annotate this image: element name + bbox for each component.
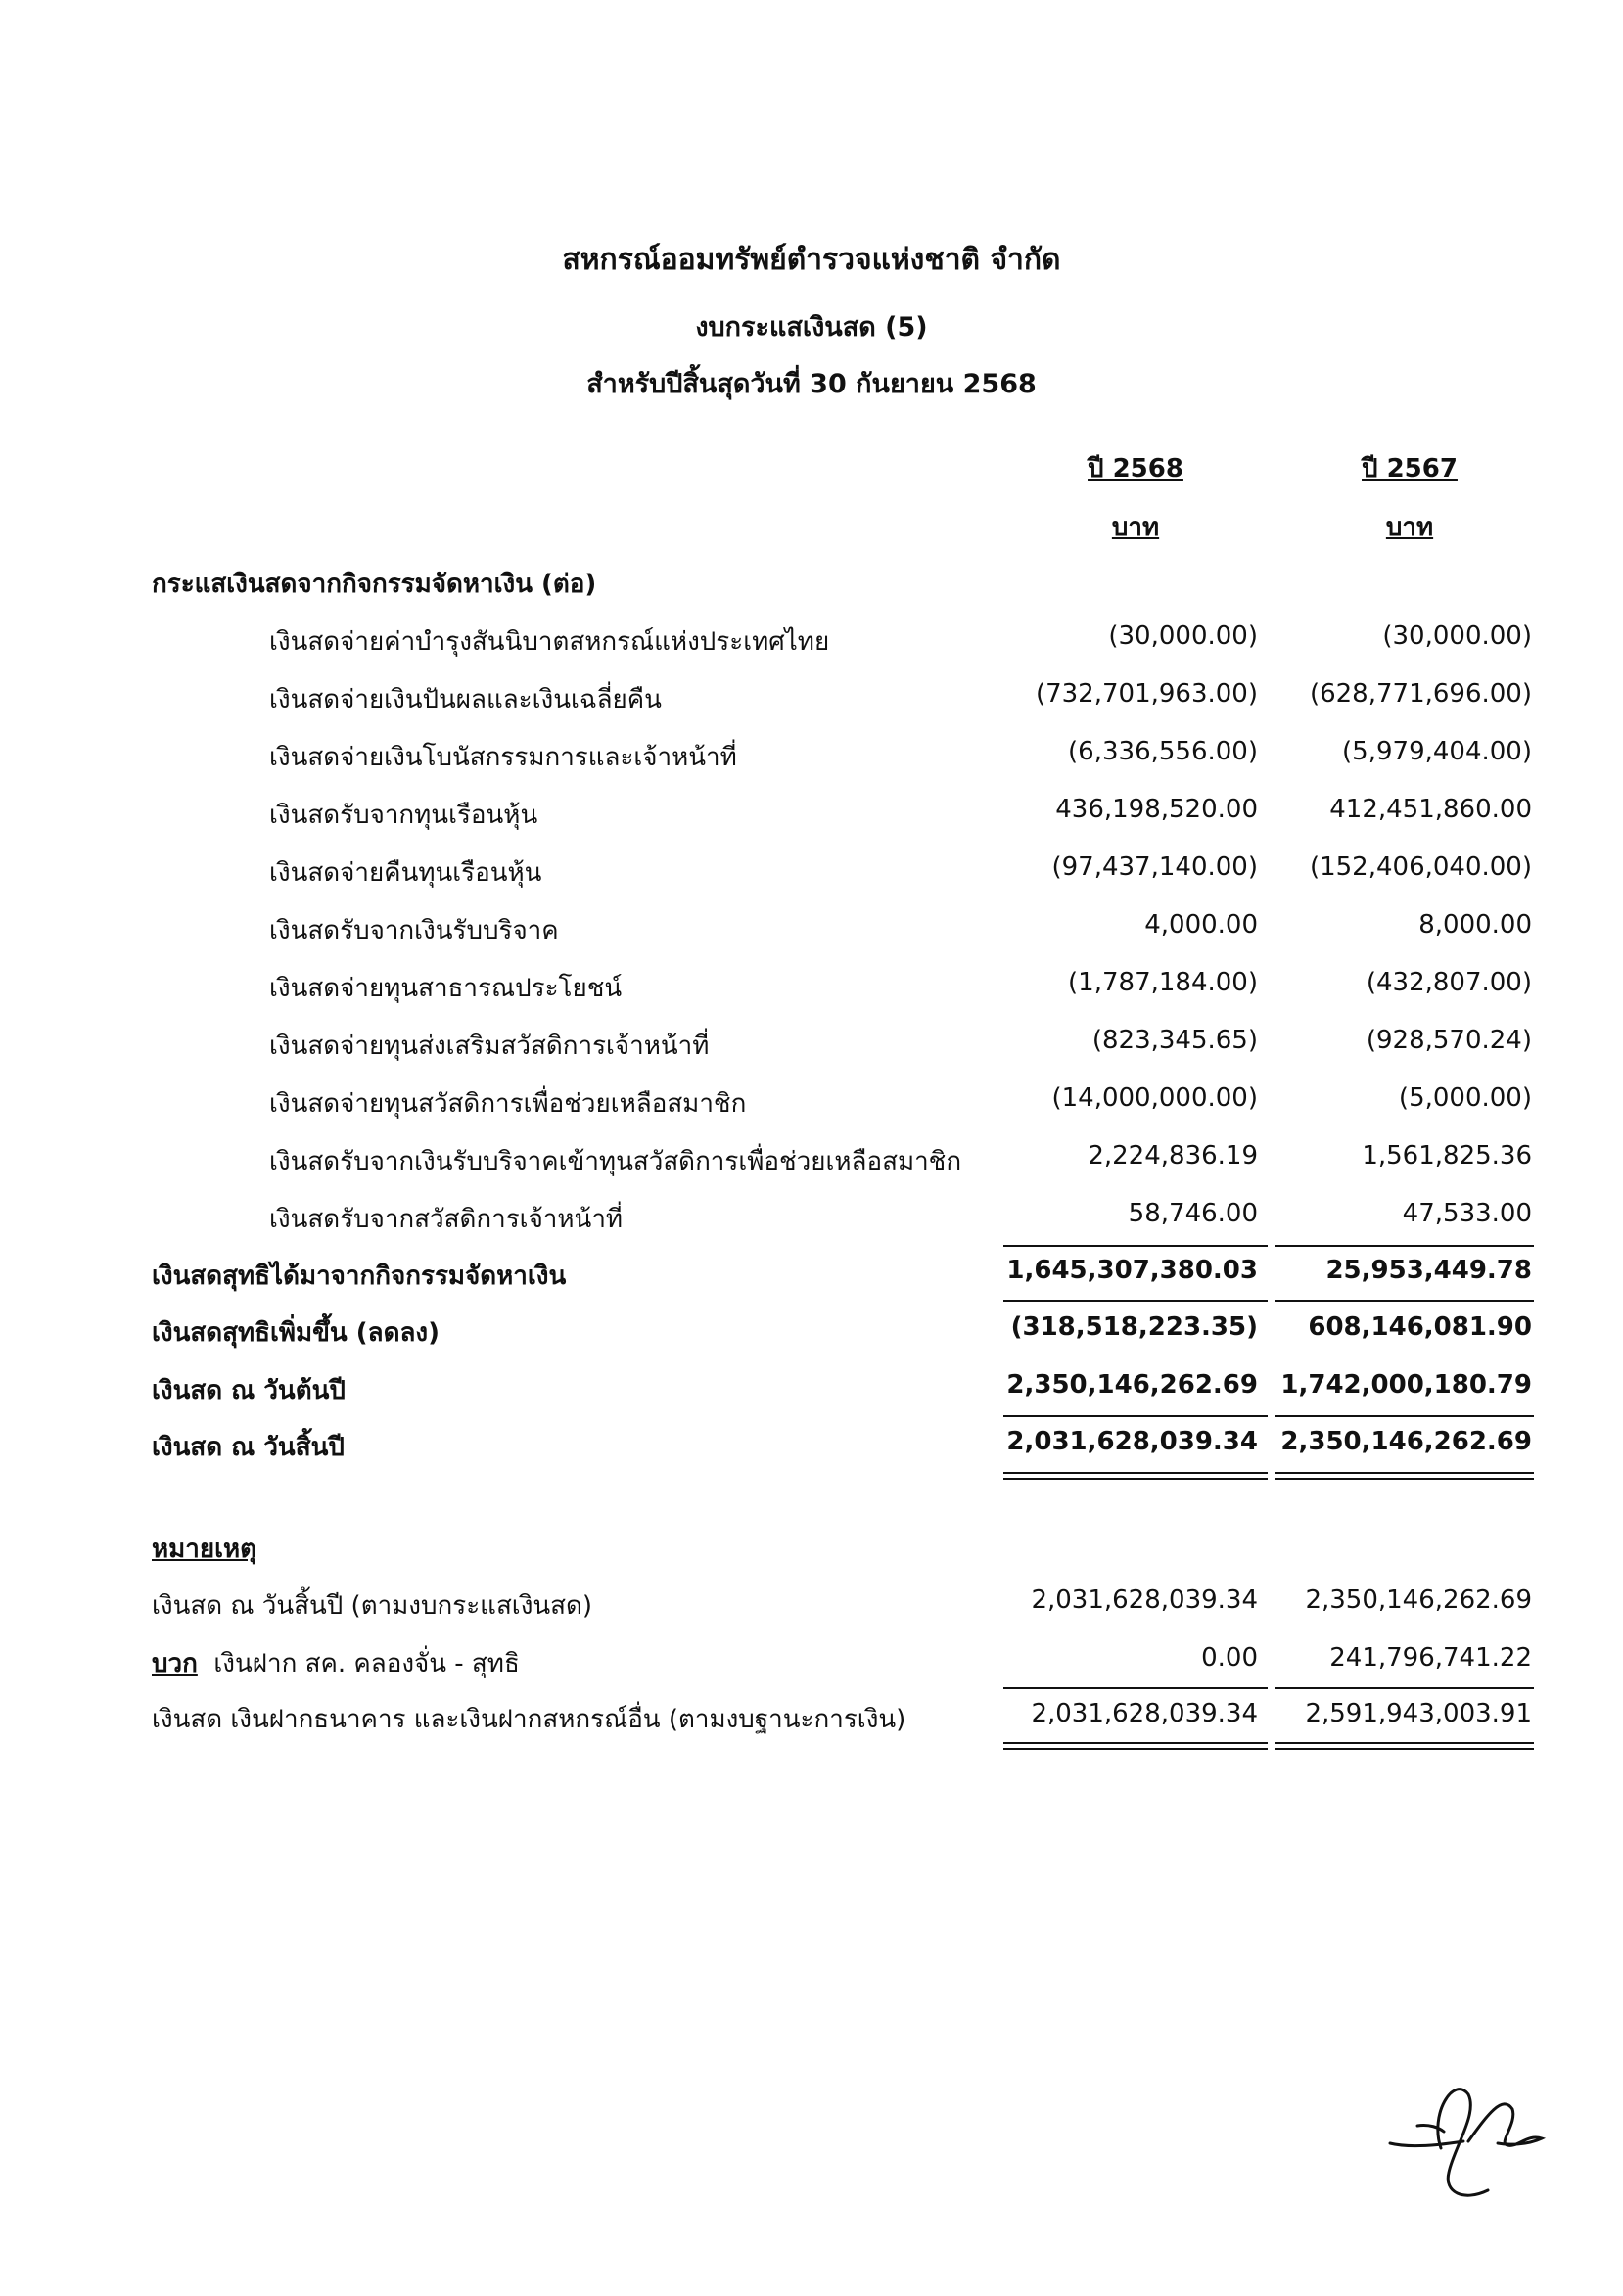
row-label: เงินสดจ่ายทุนสวัสดิการเพื่อช่วยเหลือสมาชิก [269, 1089, 747, 1119]
value-2568: (97,437,140.00) [1051, 852, 1258, 882]
value-2567: 1,561,825.36 [1362, 1141, 1532, 1171]
value-2568: 58,746.00 [1128, 1199, 1258, 1228]
row-label: เงินสดสุทธิเพิ่มขึ้น (ลดลง) [152, 1318, 440, 1348]
value-2568: 2,224,836.19 [1088, 1141, 1258, 1171]
row-label: เงินสด เงินฝากธนาคาร และเงินฝากสหกรณ์อื่น (ตามงบฐานะการเงิน) [152, 1705, 906, 1734]
note-rule [1003, 1687, 1268, 1689]
value-2568: (14,000,000.00) [1051, 1083, 1258, 1113]
value-2567: 608,146,081.90 [1308, 1312, 1532, 1342]
value-2567: 1,742,000,180.79 [1280, 1370, 1532, 1400]
value-2567: 412,451,860.00 [1329, 795, 1532, 824]
row-label: เงินสด ณ วันต้นปี [152, 1376, 346, 1405]
value-2568: (318,518,223.35) [1010, 1312, 1258, 1342]
row-label: เงินสดจ่ายทุนสาธารณประโยชน์ [269, 974, 623, 1003]
value-2568: 2,031,628,039.34 [1006, 1427, 1258, 1456]
value-2568: 2,350,146,262.69 [1006, 1370, 1258, 1400]
value-2568: (823,345.65) [1091, 1026, 1258, 1055]
table-row [0, 1191, 1623, 1240]
table-row [0, 614, 1623, 663]
value-2568: (6,336,556.00) [1068, 737, 1258, 766]
column-header-2567: ปี 2567 [1362, 454, 1458, 483]
value-2568: 436,198,520.00 [1055, 795, 1258, 824]
table-row [0, 960, 1623, 1009]
value-2568: 1,645,307,380.03 [1006, 1256, 1258, 1285]
total-rule [1003, 1415, 1268, 1417]
notes-title: หมายเหตุ [152, 1535, 257, 1564]
table-row [0, 787, 1623, 836]
table-row [0, 729, 1623, 778]
row-label: เงินสดจ่ายทุนส่งเสริมสวัสดิการเจ้าหน้าที่ [269, 1032, 710, 1061]
section-title: กระแสเงินสดจากกิจกรรมจัดหาเงิน (ต่อ) [152, 570, 597, 599]
row-label: เงินสด ณ วันสิ้นปี (ตามงบกระแสเงินสด) [152, 1591, 593, 1621]
total-rule [1275, 1300, 1534, 1302]
value-2568: 2,031,628,039.34 [1031, 1585, 1258, 1615]
unit-label-2568: บาท [1111, 513, 1160, 542]
total-row [0, 1362, 1623, 1411]
value-2568: 0.00 [1201, 1643, 1258, 1673]
org-title: สหกรณ์ออมทรัพย์ตำรวจแห่งชาติ จำกัด [562, 243, 1061, 277]
add-prefix: บวก [152, 1649, 198, 1678]
note-row [0, 1635, 1623, 1684]
unit-label-2567: บาท [1385, 513, 1434, 542]
total-row [0, 1248, 1623, 1297]
subtotal-rule [1003, 1245, 1268, 1247]
total-row [0, 1419, 1623, 1468]
value-2567: (5,979,404.00) [1342, 737, 1532, 766]
table-row [0, 1018, 1623, 1067]
row-label [152, 1643, 520, 1683]
value-2567: (30,000.00) [1382, 621, 1532, 651]
value-2567: 2,350,146,262.69 [1305, 1585, 1532, 1615]
table-row [0, 1076, 1623, 1125]
section-heading-row [0, 556, 1623, 605]
total-rule [1003, 1300, 1268, 1302]
period-title: สำหรับปีสิ้นสุดวันที่ 30 กันยายน 2568 [586, 369, 1037, 399]
value-2567: (432,807.00) [1366, 968, 1532, 997]
note-rule [1275, 1687, 1534, 1689]
double-rule [1275, 1472, 1534, 1474]
value-2567: 2,591,943,003.91 [1305, 1699, 1532, 1728]
value-2567: (152,406,040.00) [1309, 852, 1532, 882]
value-2567: (628,771,696.00) [1309, 679, 1532, 709]
value-2568: 4,000.00 [1144, 910, 1258, 940]
value-2568: (30,000.00) [1108, 621, 1258, 651]
row-label: เงินสดจ่ายเงินโบนัสกรรมการและเจ้าหน้าที่ [269, 743, 737, 772]
value-2567: (5,000.00) [1398, 1083, 1532, 1113]
total-row [0, 1305, 1623, 1354]
value-2567: 2,350,146,262.69 [1280, 1427, 1532, 1456]
statement-title: งบกระแสเงินสด (5) [695, 312, 928, 343]
row-label-text: เงินฝาก สค. คลองจั่น - สุทธิ [213, 1649, 520, 1678]
double-rule [1003, 1478, 1268, 1480]
value-2568: (732,701,963.00) [1035, 679, 1258, 709]
row-label: เงินสดจ่ายเงินปันผลและเงินเฉลี่ยคืน [269, 685, 662, 714]
value-2568: 2,031,628,039.34 [1031, 1699, 1258, 1728]
double-rule [1003, 1742, 1268, 1744]
row-label: เงินสดรับจากทุนเรือนหุ้น [269, 801, 538, 830]
row-label: เงินสด ณ วันสิ้นปี [152, 1433, 345, 1462]
double-rule [1275, 1742, 1534, 1744]
row-label: เงินสดรับจากเงินรับบริจาค [269, 916, 559, 945]
total-rule [1275, 1415, 1534, 1417]
row-label: เงินสดจ่ายค่าบำรุงสันนิบาตสหกรณ์แห่งประเทศไทย [269, 627, 830, 657]
double-rule [1003, 1472, 1268, 1474]
row-label: เงินสดจ่ายคืนทุนเรือนหุ้น [269, 858, 542, 888]
row-label: เงินสดรับจากสวัสดิการเจ้าหน้าที่ [269, 1205, 624, 1234]
value-2567: 8,000.00 [1418, 910, 1532, 940]
table-row [0, 671, 1623, 720]
table-row [0, 845, 1623, 894]
note-row [0, 1691, 1623, 1740]
value-2568: (1,787,184.00) [1068, 968, 1258, 997]
table-row [0, 902, 1623, 951]
double-rule [1275, 1478, 1534, 1480]
value-2567: 25,953,449.78 [1325, 1256, 1532, 1285]
table-row [0, 1133, 1623, 1182]
column-header-2568: ปี 2568 [1088, 454, 1183, 483]
note-row [0, 1578, 1623, 1627]
value-2567: (928,570.24) [1366, 1026, 1532, 1055]
subtotal-rule [1275, 1245, 1534, 1247]
double-rule [1003, 1748, 1268, 1750]
row-label: เงินสดสุทธิได้มาจากกิจกรรมจัดหาเงิน [152, 1262, 567, 1291]
value-2567: 241,796,741.22 [1329, 1643, 1532, 1673]
value-2567: 47,533.00 [1402, 1199, 1532, 1228]
double-rule [1275, 1748, 1534, 1750]
signature-icon [1370, 2055, 1566, 2212]
row-label: เงินสดรับจากเงินรับบริจาคเข้าทุนสวัสดิการเพื่อช่วยเหลือสมาชิก [269, 1147, 962, 1176]
